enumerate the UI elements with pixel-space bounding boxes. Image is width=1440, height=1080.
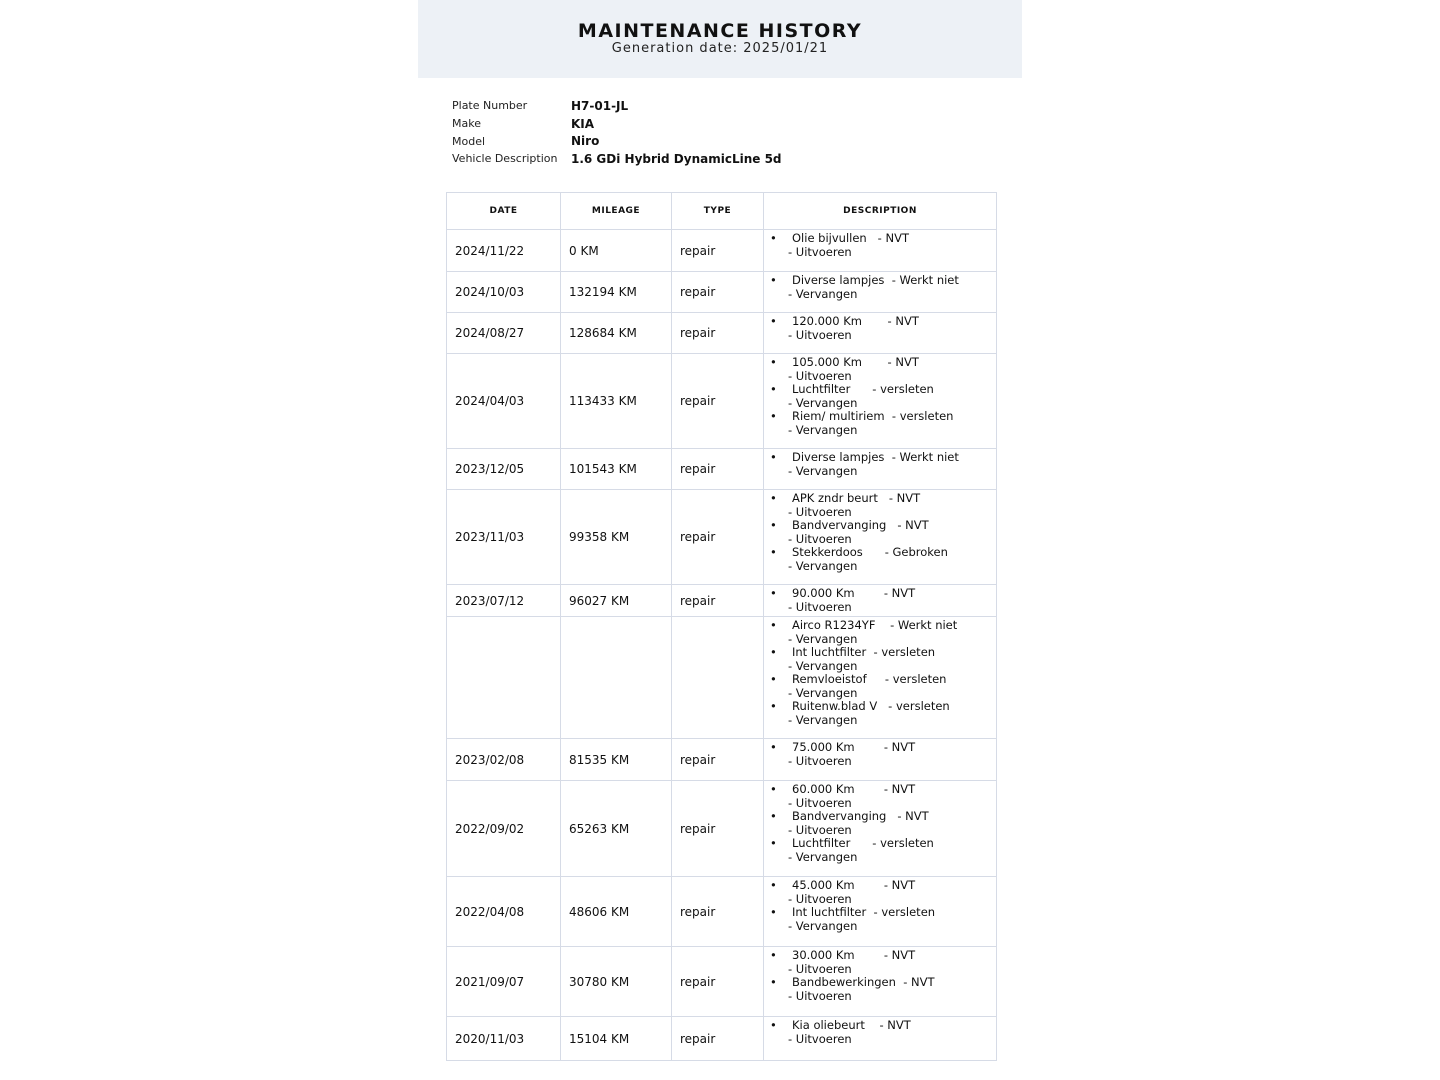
column-header-type: TYPE xyxy=(672,193,764,230)
vehicle-info-row xyxy=(452,132,782,150)
description-item xyxy=(770,949,990,976)
row-mileage: 81535 KM xyxy=(561,739,672,781)
table-body xyxy=(447,230,997,1061)
description-finding: Bandvervanging - NVT xyxy=(792,518,929,532)
row-description xyxy=(764,617,997,739)
table-row xyxy=(447,1017,997,1061)
row-type: repair xyxy=(672,354,764,449)
row-description xyxy=(764,490,997,585)
description-item xyxy=(770,232,990,259)
description-item xyxy=(770,879,990,906)
table-row xyxy=(447,272,997,313)
bullet-icon: • xyxy=(770,645,777,659)
description-finding: 105.000 Km - NVT xyxy=(792,355,919,369)
bullet-icon: • xyxy=(770,699,777,713)
bullet-icon: • xyxy=(770,809,777,823)
row-description xyxy=(764,313,997,354)
description-action: - Uitvoeren xyxy=(788,531,852,546)
description-finding: Stekkerdoos - Gebroken xyxy=(792,545,948,559)
vehicle-info-row xyxy=(452,115,782,133)
description-finding: 60.000 Km - NVT xyxy=(792,782,916,796)
vehicle-info-row xyxy=(452,97,782,115)
bullet-icon: • xyxy=(770,948,777,962)
row-type: repair xyxy=(672,230,764,272)
description-action: - Vervangen xyxy=(788,658,858,673)
description-action: - Vervangen xyxy=(788,395,858,410)
row-type: repair xyxy=(672,947,764,1017)
description-item xyxy=(770,810,990,837)
description-item xyxy=(770,451,990,478)
row-description xyxy=(764,585,997,617)
row-description xyxy=(764,449,997,490)
description-finding: Luchtfilter - versleten xyxy=(792,382,934,396)
bullet-icon: • xyxy=(770,409,777,423)
row-date: 2023/02/08 xyxy=(447,739,561,781)
description-item xyxy=(770,383,990,410)
description-action: - Vervangen xyxy=(788,631,858,646)
plate-number-value: H7-01-JL xyxy=(571,98,629,113)
maintenance-table xyxy=(446,192,997,1061)
description-item xyxy=(770,587,990,614)
bullet-icon: • xyxy=(770,545,777,559)
bullet-icon: • xyxy=(770,1018,777,1032)
description-item xyxy=(770,1019,990,1046)
row-mileage: 99358 KM xyxy=(561,490,672,585)
table-header-row xyxy=(447,193,997,230)
row-mileage: 96027 KM xyxy=(561,585,672,617)
row-type: repair xyxy=(672,739,764,781)
description-finding: Diverse lampjes - Werkt niet xyxy=(792,450,959,464)
bullet-icon: • xyxy=(770,878,777,892)
description-action: - Uitvoeren xyxy=(788,327,852,342)
description-action: - Uitvoeren xyxy=(788,1031,852,1046)
row-date: 2023/11/03 xyxy=(447,490,561,585)
description-item xyxy=(770,646,990,673)
row-date: 2023/12/05 xyxy=(447,449,561,490)
description-finding: Remvloeistof - versleten xyxy=(792,672,947,686)
vehicle-info xyxy=(452,97,782,168)
description-action: - Uitvoeren xyxy=(788,753,852,768)
row-date: 2023/07/12 xyxy=(447,585,561,617)
column-header-description: DESCRIPTION xyxy=(764,193,997,230)
column-header-date: DATE xyxy=(447,193,561,230)
description-finding: Int luchtfilter - versleten xyxy=(792,905,936,919)
description-action: - Uitvoeren xyxy=(788,368,852,383)
description-finding: Airco R1234YF - Werkt niet xyxy=(792,618,958,632)
row-date: 2024/10/03 xyxy=(447,272,561,313)
description-action: - Uitvoeren xyxy=(788,988,852,1003)
report-header xyxy=(418,0,1022,78)
bullet-icon: • xyxy=(770,672,777,686)
bullet-icon: • xyxy=(770,491,777,505)
row-type: repair xyxy=(672,1017,764,1061)
description-action: - Vervangen xyxy=(788,286,858,301)
bullet-icon: • xyxy=(770,618,777,632)
model-value: Niro xyxy=(571,134,600,149)
description-finding: Kia oliebeurt - NVT xyxy=(792,1018,911,1032)
description-action: - Uitvoeren xyxy=(788,961,852,976)
description-action: - Vervangen xyxy=(788,712,858,727)
bullet-icon: • xyxy=(770,740,777,754)
bullet-icon: • xyxy=(770,314,777,328)
row-type: repair xyxy=(672,272,764,313)
description-item xyxy=(770,619,990,646)
row-date: 2024/11/22 xyxy=(447,230,561,272)
row-mileage: 128684 KM xyxy=(561,313,672,354)
description-finding: APK zndr beurt - NVT xyxy=(792,491,921,505)
description-finding: Diverse lampjes - Werkt niet xyxy=(792,273,959,287)
make-label: Make xyxy=(452,117,481,131)
description-item xyxy=(770,906,990,933)
description-item xyxy=(770,274,990,301)
description-item xyxy=(770,519,990,546)
row-date: 2022/09/02 xyxy=(447,781,561,877)
description-item xyxy=(770,700,990,727)
description-item xyxy=(770,315,990,342)
description-finding: Int luchtfilter - versleten xyxy=(792,645,936,659)
description-action: - Uitvoeren xyxy=(788,599,852,614)
description-item xyxy=(770,546,990,573)
row-type: repair xyxy=(672,877,764,947)
row-type: repair xyxy=(672,490,764,585)
description-action: - Vervangen xyxy=(788,685,858,700)
table-row xyxy=(447,947,997,1017)
description-action: - Uitvoeren xyxy=(788,795,852,810)
row-date xyxy=(447,617,561,739)
row-description xyxy=(764,354,997,449)
row-mileage: 65263 KM xyxy=(561,781,672,877)
table-row xyxy=(447,449,997,490)
row-date: 2021/09/07 xyxy=(447,947,561,1017)
row-description xyxy=(764,230,997,272)
description-finding: Bandvervanging - NVT xyxy=(792,809,929,823)
table-row xyxy=(447,490,997,585)
description-action: - Uitvoeren xyxy=(788,244,852,259)
row-mileage: 15104 KM xyxy=(561,1017,672,1061)
row-type: repair xyxy=(672,313,764,354)
plate-number-label: Plate Number xyxy=(452,99,528,113)
row-mileage: 0 KM xyxy=(561,230,672,272)
row-description xyxy=(764,781,997,877)
row-date: 2024/08/27 xyxy=(447,313,561,354)
description-item xyxy=(770,783,990,810)
column-header-mileage: MILEAGE xyxy=(561,193,672,230)
description-finding: Ruitenw.blad V - versleten xyxy=(792,699,950,713)
description-finding: 120.000 Km - NVT xyxy=(792,314,919,328)
row-mileage: 48606 KM xyxy=(561,877,672,947)
row-type: repair xyxy=(672,781,764,877)
description-finding: 30.000 Km - NVT xyxy=(792,948,916,962)
description-action: - Vervangen xyxy=(788,918,858,933)
description-item xyxy=(770,837,990,864)
description-finding: 90.000 Km - NVT xyxy=(792,586,916,600)
description-action: - Vervangen xyxy=(788,463,858,478)
bullet-icon: • xyxy=(770,586,777,600)
row-type: repair xyxy=(672,585,764,617)
description-action: - Vervangen xyxy=(788,849,858,864)
bullet-icon: • xyxy=(770,518,777,532)
bullet-icon: • xyxy=(770,975,777,989)
row-mileage: 132194 KM xyxy=(561,272,672,313)
row-description xyxy=(764,877,997,947)
description-action: - Vervangen xyxy=(788,422,858,437)
bullet-icon: • xyxy=(770,836,777,850)
row-mileage: 113433 KM xyxy=(561,354,672,449)
table-row xyxy=(447,617,997,739)
table-row xyxy=(447,230,997,272)
description-item xyxy=(770,492,990,519)
row-date: 2024/04/03 xyxy=(447,354,561,449)
description-item xyxy=(770,356,990,383)
generation-date: Generation date: 2025/01/21 xyxy=(611,41,829,56)
bullet-icon: • xyxy=(770,231,777,245)
vehicle-description-label: Vehicle Description xyxy=(452,152,558,166)
row-description xyxy=(764,947,997,1017)
description-action: - Uitvoeren xyxy=(788,891,852,906)
description-action: - Uitvoeren xyxy=(788,822,852,837)
row-description xyxy=(764,739,997,781)
row-mileage: 101543 KM xyxy=(561,449,672,490)
table-row xyxy=(447,585,997,617)
bullet-icon: • xyxy=(770,905,777,919)
row-mileage xyxy=(561,617,672,739)
description-finding: Riem/ multiriem - versleten xyxy=(792,409,954,423)
description-finding: Luchtfilter - versleten xyxy=(792,836,934,850)
description-finding: 75.000 Km - NVT xyxy=(792,740,916,754)
bullet-icon: • xyxy=(770,273,777,287)
description-action: - Uitvoeren xyxy=(788,504,852,519)
row-type: repair xyxy=(672,449,764,490)
row-description xyxy=(764,1017,997,1061)
row-type xyxy=(672,617,764,739)
vehicle-info-row xyxy=(452,150,782,168)
vehicle-description-value: 1.6 GDi Hybrid DynamicLine 5d xyxy=(571,151,782,166)
description-item xyxy=(770,673,990,700)
bullet-icon: • xyxy=(770,782,777,796)
document-page xyxy=(418,0,1022,1080)
description-item xyxy=(770,976,990,1003)
row-date: 2020/11/03 xyxy=(447,1017,561,1061)
table-row xyxy=(447,313,997,354)
row-date: 2022/04/08 xyxy=(447,877,561,947)
page-title: MAINTENANCE HISTORY xyxy=(577,20,863,42)
description-item xyxy=(770,410,990,437)
table-row xyxy=(447,354,997,449)
model-label: Model xyxy=(452,134,486,148)
description-action: - Vervangen xyxy=(788,558,858,573)
table-row xyxy=(447,877,997,947)
row-mileage: 30780 KM xyxy=(561,947,672,1017)
row-description xyxy=(764,272,997,313)
description-finding: Bandbewerkingen - NVT xyxy=(792,975,935,989)
table-row xyxy=(447,781,997,877)
bullet-icon: • xyxy=(770,450,777,464)
bullet-icon: • xyxy=(770,355,777,369)
description-item xyxy=(770,741,990,768)
bullet-icon: • xyxy=(770,382,777,396)
make-value: KIA xyxy=(571,116,595,131)
table-row xyxy=(447,739,997,781)
description-finding: 45.000 Km - NVT xyxy=(792,878,916,892)
description-finding: Olie bijvullen - NVT xyxy=(792,231,909,245)
